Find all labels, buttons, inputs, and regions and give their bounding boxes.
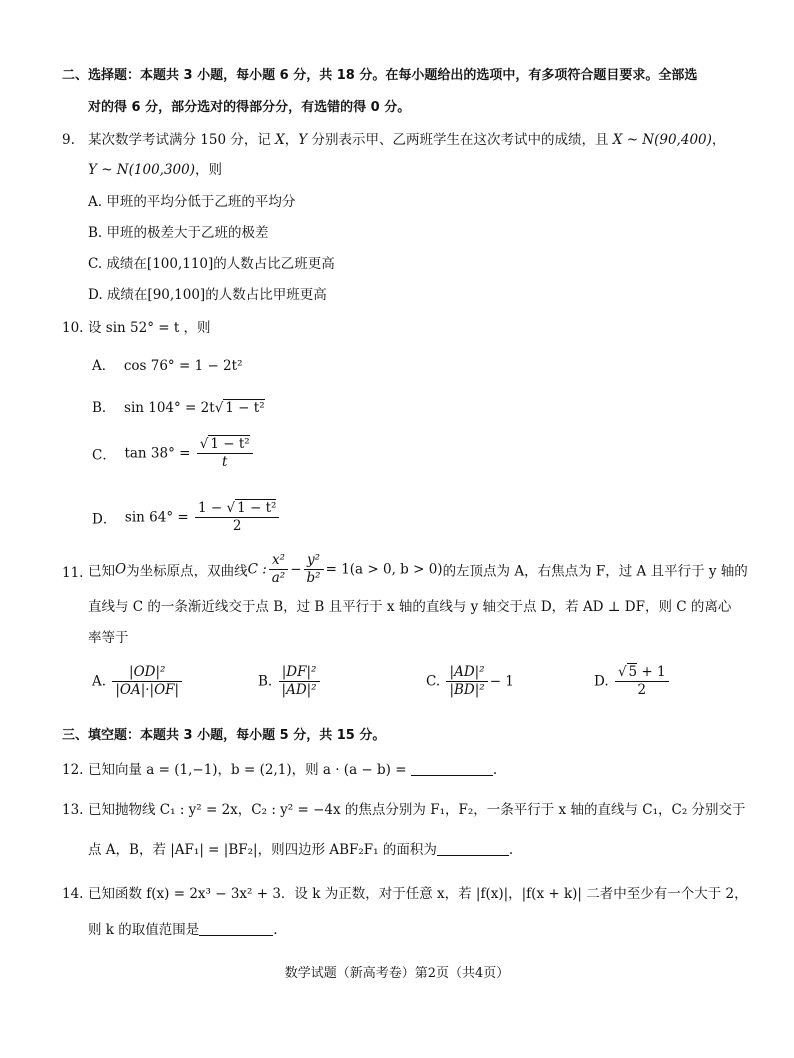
q10-stem: 设 sin 52° = t ，则 xyxy=(88,320,211,336)
q10-option-d: D． sin 64° = $\frac{\text{1 − √ 1 − t²}}{2}$ xyxy=(92,500,281,535)
section-3-title: 三、填空题：本题共 3 小题，每小题 5 分，共 15 分。 xyxy=(62,728,386,743)
section-2-title-cont: 对的得 6 分，部分选对的得部分分，有选错的得 0 分。 xyxy=(88,100,411,115)
q12-answer-blank[interactable] xyxy=(411,761,493,776)
q13-number: 13. xyxy=(62,802,84,818)
q10-option-b: B． sin 104° = 2t√ 1 − t² xyxy=(92,400,265,416)
q12-stem: 已知向量 a = (1,−1)，b = (2,1)，则 a · (a − b) = . xyxy=(88,762,498,778)
q14-stem-line2: 则 k 的取值范围是 . xyxy=(88,922,278,938)
q10-option-c: C． tan 38° = $\frac{\text{√ 1 − t²}}{t}$ xyxy=(92,436,255,471)
q12-number: 12. xyxy=(62,762,84,778)
q9-option-b: B. 甲班的极差大于乙班的极差 xyxy=(88,225,269,241)
q9-stem-line2: Y ~ N(100,300)，则 xyxy=(88,162,222,178)
q11-number: 11. xyxy=(62,565,84,581)
q11-stem-line3: 率等于 xyxy=(88,630,129,646)
page-footer: 数学试题（新高考卷）第2页（共4页） xyxy=(284,966,510,981)
q10-number: 10. xyxy=(62,320,84,336)
q11-option-a: A. $\frac{\text{|OD|²}}{|OA|\cdot|OF|}$ xyxy=(92,664,184,699)
q13-stem-line1: 已知抛物线 C₁ : y² = 2x，C₂ : y² = −4x 的焦点分别为 F₁，F₂，一条平行于 x 轴的直线与 C₁，C₂ 分别交于 xyxy=(88,802,746,818)
q14-number: 14. xyxy=(62,886,84,902)
q14-stem-line1: 已知函数 f(x) = 2x³ − 3x² + 3．设 k 为正数，对于任意 x，若 |f(x)|，|f(x + k)| 二者中至少有一个大于 2， xyxy=(88,886,748,902)
q9-number: 9. xyxy=(62,132,75,148)
q10-option-a: A． cos 76° = 1 − 2t² xyxy=(92,358,243,374)
q11-option-d: D. $\frac{√ 5 + 1}{2}$ xyxy=(594,664,671,699)
q9-stem-line1: 某次数学考试满分 150 分，记 X，Y 分别表示甲、乙两班学生在这次考试中的成绩，且 X ~ N(90,400)， xyxy=(88,132,726,148)
q13-stem-line2: 点 A，B，若 |AF₁| = |BF₂|，则四边形 ABF₂F₁ 的面积为 . xyxy=(88,842,514,858)
section-2-title: 二、选择题：本题共 3 小题，每小题 6 分，共 18 分。在每小题给出的选项中，有多项符合题目要求。全部选 xyxy=(62,68,698,83)
q11-option-b: B. $\frac{\text{|DF|²}}{\text{|AD|²}}$ xyxy=(258,664,322,699)
q14-answer-blank[interactable] xyxy=(199,921,273,936)
q11-stem-line1: 已知O为坐标原点，双曲线C : $\frac{\text{x²}}{\text{a²}}$ − $\frac{\text{y²}}{\text{b²}}$ = 1(a > 0, b > 0)的左顶点为 A，右焦点为 F，过 A 且平行于 y 轴的 xyxy=(88,552,748,586)
q13-answer-blank[interactable] xyxy=(437,841,509,856)
q11-stem-line2: 直线与 C 的一条渐近线交于点 B，过 B 且平行于 x 轴的直线与 y 轴交于点 D，若 AD ⊥ DF，则 C 的离心 xyxy=(88,599,732,615)
q11-option-c: C. $\frac{\text{|AD|²}}{\text{|BD|²}}$ − 1 xyxy=(426,664,514,698)
q9-option-d: D. 成绩在[90,100]的人数占比甲班更高 xyxy=(88,287,327,303)
q9-option-a: A. 甲班的平均分低于乙班的平均分 xyxy=(88,194,296,210)
q9-option-c: C. 成绩在[100,110]的人数占比乙班更高 xyxy=(88,256,335,272)
